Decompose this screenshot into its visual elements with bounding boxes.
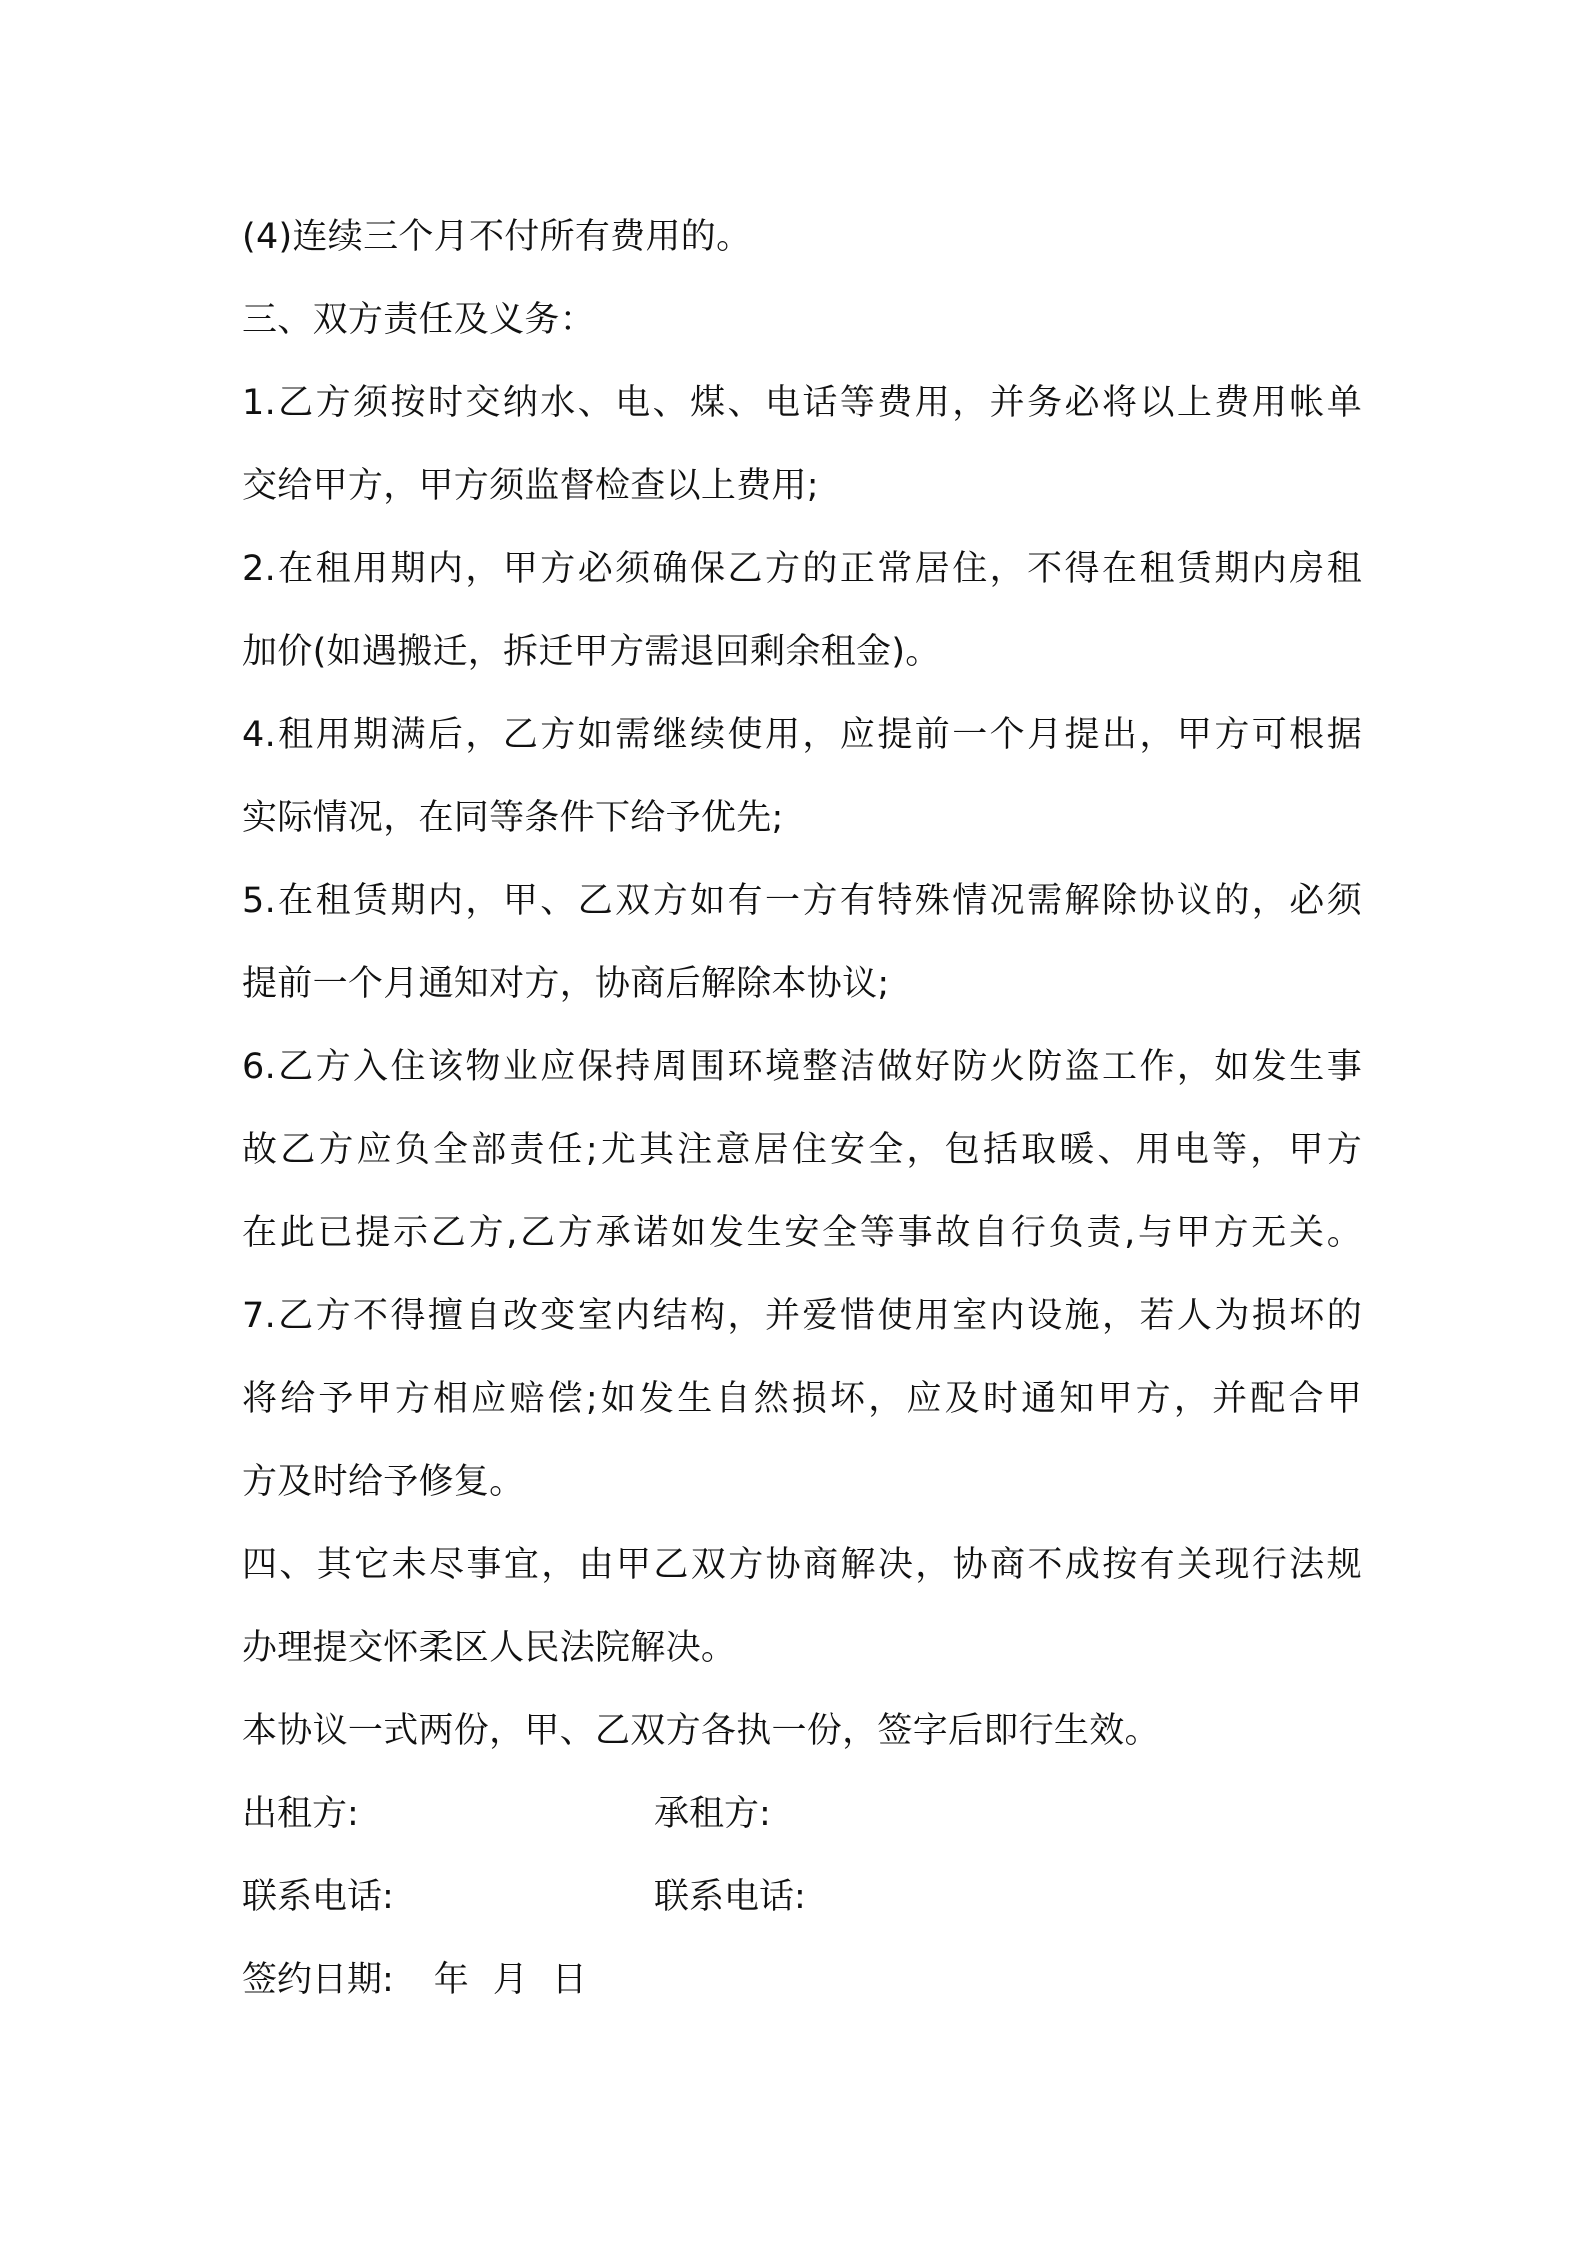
signature-row-phones [242, 1856, 1362, 1939]
clause-line: 故乙方应负全部责任;尤其注意居住安全，包括取暖、用电等，甲方 [242, 1130, 1362, 1170]
clause-line: 5.在租赁期内，甲、乙双方如有一方有特殊情况需解除协议的，必须 [242, 881, 1362, 921]
clause-line: 加价(如遇搬迁，拆迁甲方需退回剩余租金)。 [242, 632, 941, 672]
year-label: 年 [433, 1960, 469, 2000]
clause-line: 2.在租用期内，甲方必须确保乙方的正常居住，不得在租赁期内房租 [242, 549, 1362, 589]
closing-statement: 本协议一式两份，甲、乙双方各执一份，签字后即行生效。 [242, 1711, 1160, 1751]
clause-line: (4)连续三个月不付所有费用的。 [242, 217, 752, 257]
clause-line: 交给甲方，甲方须监督检查以上费用; [242, 466, 819, 506]
day-label: 日 [551, 1960, 587, 2000]
lessor-phone-label: 联系电话: [242, 1877, 394, 1917]
section-heading: 四、其它未尽事宜，由甲乙双方协商解决，协商不成按有关现行法规 [242, 1545, 1362, 1585]
clause-line: 1.乙方须按时交纳水、电、煤、电话等费用，并务必将以上费用帐单 [242, 383, 1362, 423]
clause-line: 6.乙方入住该物业应保持周围环境整洁做好防火防盗工作，如发生事 [242, 1047, 1362, 1087]
clause-line: 方及时给予修复。 [242, 1462, 525, 1502]
signature-row-parties [242, 1773, 1362, 1856]
clause-line: 7.乙方不得擅自改变室内结构，并爱惜使用室内设施，若人为损坏的 [242, 1296, 1362, 1336]
clause-line: 办理提交怀柔区人民法院解决。 [242, 1628, 737, 1668]
section-heading: 三、双方责任及义务： [242, 300, 596, 340]
month-label: 月 [492, 1960, 528, 2000]
lessee-phone-label: 联系电话: [654, 1877, 806, 1917]
signing-date-label: 签约日期: [242, 1960, 394, 2000]
clause-line: 将给予甲方相应赔偿;如发生自然损坏，应及时通知甲方，并配合甲 [242, 1379, 1362, 1419]
clause-line: 在此已提示乙方,乙方承诺如发生安全等事故自行负责,与甲方无关。 [242, 1213, 1362, 1253]
signing-date-row [242, 1939, 1362, 2022]
lessee-label: 承租方: [654, 1794, 771, 1834]
clause-line: 4.租用期满后，乙方如需继续使用，应提前一个月提出，甲方可根据 [242, 715, 1362, 755]
clause-line: 实际情况，在同等条件下给予优先; [242, 798, 784, 838]
clause-line: 提前一个月通知对方，协商后解除本协议; [242, 964, 890, 1004]
contract-body [242, 196, 1362, 2022]
lessor-label: 出租方: [242, 1794, 359, 1834]
